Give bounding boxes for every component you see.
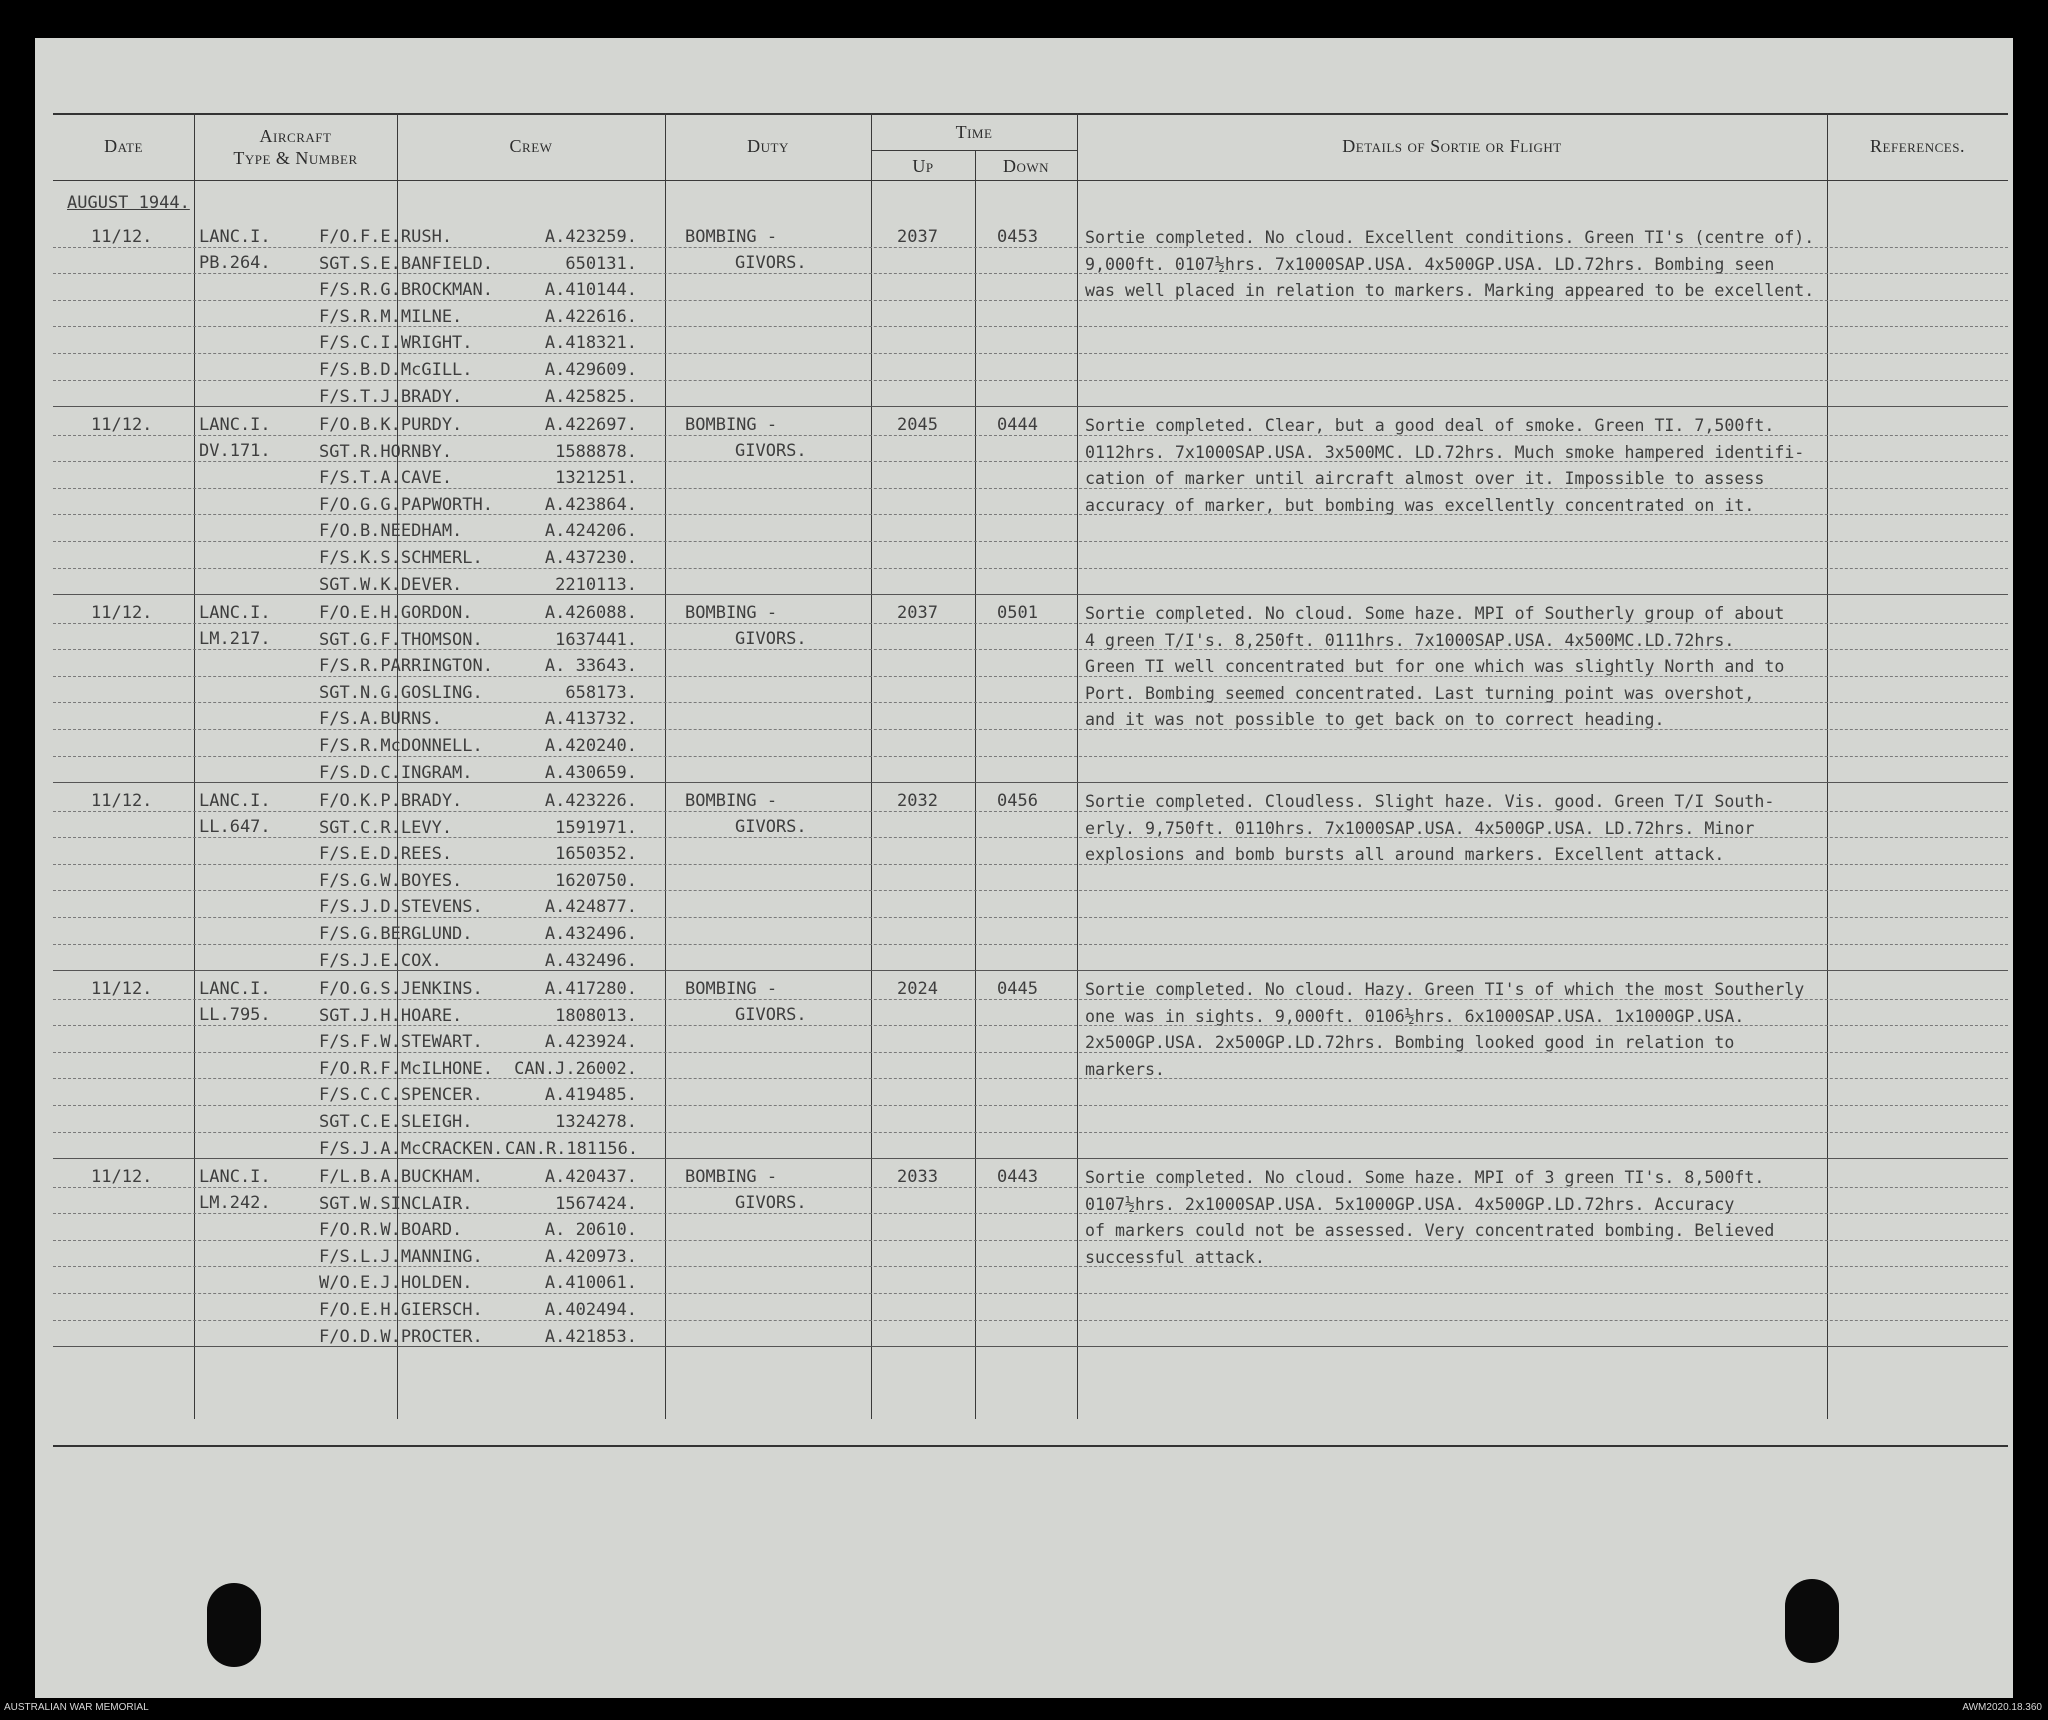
crew-member-name: F/S.G.W.BOYES. [319, 871, 463, 891]
sortie-details-line: successful attack. [1085, 1248, 1265, 1267]
crew-member-name: F/S.C.C.SPENCER. [319, 1085, 483, 1105]
crew-member-number: A.420240. [544, 736, 637, 756]
crew-member-number: 1324278. [555, 1112, 637, 1132]
aircraft-type-number: LANC.I. [199, 1167, 271, 1187]
duty-line: GIVORS. [735, 629, 807, 649]
duty-line: BOMBING - [685, 415, 778, 435]
sortie-details-line: Sortie completed. No cloud. Excellent conditions. Green TI's (centre of). [1085, 228, 1815, 247]
crew-member-name: F/O.R.F.McILHONE. [319, 1059, 493, 1079]
crew-member-name: F/S.K.S.SCHMERL. [319, 548, 483, 568]
sortie-details-line: explosions and bomb bursts all around markers. Excellent attack. [1085, 845, 1725, 864]
crew-member-name: F/S.T.A.CAVE. [319, 468, 453, 488]
archive-credit: AUSTRALIAN WAR MEMORIAL [4, 1702, 149, 1713]
crew-member-name: F/O.K.P.BRADY. [319, 791, 463, 811]
aircraft-type-number: LANC.I. [199, 227, 271, 247]
column-rule [194, 113, 195, 1419]
crew-member-name: SGT.W.K.DEVER. [319, 575, 463, 595]
crew-member-name: F/S.R.McDONNELL. [319, 736, 483, 756]
sortie-details-line: Sortie completed. No cloud. Some haze. MPI of Southerly group of about [1085, 604, 1785, 623]
time-up: 2032 [897, 791, 938, 811]
sortie-date: 11/12. [91, 791, 153, 811]
duty-line: BOMBING - [685, 979, 778, 999]
crew-member-name: F/S.E.D.REES. [319, 844, 453, 864]
crew-member-number: A.423259. [544, 227, 637, 247]
crew-member-number: 1620750. [555, 871, 637, 891]
crew-member-number: 650131. [565, 254, 637, 274]
crew-member-name: F/S.J.E.COX. [319, 951, 442, 971]
aircraft-type-number: LM.217. [199, 629, 271, 649]
sortie-details-line: 9,000ft. 0107½hrs. 7x1000SAP.USA. 4x500GP.USA. LD.72hrs. Bombing seen [1085, 255, 1775, 274]
header-details: Details of Sortie or Flight [1342, 136, 1562, 156]
aircraft-type-number: LL.647. [199, 817, 271, 837]
duty-line: BOMBING - [685, 227, 778, 247]
sortie-details-line: markers. [1085, 1060, 1165, 1079]
duty-line: GIVORS. [735, 1193, 807, 1213]
crew-member-name: F/O.G.S.JENKINS. [319, 979, 483, 999]
crew-member-name: F/S.A.BURNS. [319, 709, 442, 729]
time-up: 2037 [897, 227, 938, 247]
crew-member-name: F/S.J.D.STEVENS. [319, 897, 483, 917]
aircraft-type-number: PB.264. [199, 253, 271, 273]
crew-member-name: F/S.D.C.INGRAM. [319, 763, 473, 783]
crew-member-name: F/S.B.D.McGILL. [319, 360, 473, 380]
crew-member-number: A.432496. [544, 951, 637, 971]
crew-member-number: CAN.R.181156. [505, 1139, 639, 1159]
duty-line: GIVORS. [735, 441, 807, 461]
sortie-details-line: Sortie completed. Cloudless. Slight haze. Vis. good. Green T/I South- [1085, 792, 1775, 811]
sortie-date: 11/12. [91, 603, 153, 623]
column-rule [871, 113, 872, 1419]
sortie-details-line: was well placed in relation to markers. Marking appeared to be excellent. [1085, 281, 1815, 300]
crew-member-number: A.410144. [544, 280, 637, 300]
column-rule [1077, 113, 1078, 1419]
crew-member-name: F/S.F.W.STEWART. [319, 1032, 483, 1052]
time-down: 0501 [997, 603, 1038, 623]
aircraft-type-number: LANC.I. [199, 415, 271, 435]
sortie-details-line: Port. Bombing seemed concentrated. Last turning point was overshot, [1085, 684, 1755, 703]
crew-member-number: 1321251. [555, 468, 637, 488]
crew-member-number: A.430659. [544, 763, 637, 783]
crew-member-number: A.422697. [544, 415, 637, 435]
crew-member-name: F/S.R.G.BROCKMAN. [319, 280, 493, 300]
crew-member-number: 1637441. [555, 630, 637, 650]
sortie-date: 11/12. [91, 415, 153, 435]
crew-member-name: SGT.G.F.THOMSON. [319, 630, 483, 650]
column-rule [1827, 113, 1828, 1419]
crew-member-name: F/S.R.PARRINGTON. [319, 656, 493, 676]
sortie-details-line: accuracy of marker, but bombing was excellently concentrated on it. [1085, 496, 1755, 515]
crew-member-name: F/O.B.NEEDHAM. [319, 521, 463, 541]
sortie-details-line: Sortie completed. No cloud. Some haze. MPI of 3 green TI's. 8,500ft. [1085, 1168, 1765, 1187]
sortie-details-line: and it was not possible to get back on to correct heading. [1085, 710, 1665, 729]
crew-member-number: A.424877. [544, 897, 637, 917]
crew-member-number: A.424206. [544, 521, 637, 541]
aircraft-type-number: LANC.I. [199, 791, 271, 811]
archive-reference: AWM2020.18.360 [1962, 1702, 2042, 1713]
time-down: 0445 [997, 979, 1038, 999]
duty-line: GIVORS. [735, 253, 807, 273]
crew-member-name: F/S.L.J.MANNING. [319, 1247, 483, 1267]
crew-member-number: A.423924. [544, 1032, 637, 1052]
sortie-details-line: Sortie completed. No cloud. Hazy. Green TI's of which the most Southerly [1085, 980, 1805, 999]
crew-member-name: F/S.R.M.MILNE. [319, 307, 463, 327]
crew-member-number: A.437230. [544, 548, 637, 568]
crew-member-number: A.402494. [544, 1300, 637, 1320]
header-aircraft-line1: Aircraft [259, 126, 332, 146]
time-down: 0443 [997, 1167, 1038, 1187]
header-date: Date [104, 136, 143, 156]
crew-member-name: F/L.B.A.BUCKHAM. [319, 1167, 483, 1187]
crew-member-name: F/O.G.G.PAPWORTH. [319, 495, 493, 515]
crew-member-name: SGT.R.HORNBY. [319, 442, 453, 462]
header-references: References. [1870, 136, 1965, 156]
sortie-details-line: 2x500GP.USA. 2x500GP.LD.72hrs. Bombing looked good in relation to [1085, 1033, 1735, 1052]
crew-member-number: 2210113. [555, 575, 637, 595]
sortie-date: 11/12. [91, 1167, 153, 1187]
aircraft-type-number: LANC.I. [199, 603, 271, 623]
sortie-date: 11/12. [91, 979, 153, 999]
crew-member-number: A.420437. [544, 1167, 637, 1187]
crew-member-name: SGT.C.R.LEVY. [319, 818, 453, 838]
crew-member-name: F/S.C.I.WRIGHT. [319, 333, 473, 353]
crew-member-name: F/S.G.BERGLUND. [319, 924, 473, 944]
crew-member-number: A.410061. [544, 1273, 637, 1293]
crew-member-number: 1588878. [555, 442, 637, 462]
log-sheet [35, 38, 2013, 1698]
sortie-details-line: one was in sights. 9,000ft. 0106½hrs. 6x1000SAP.USA. 1x1000GP.USA. [1085, 1007, 1745, 1026]
crew-member-number: 1591971. [555, 818, 637, 838]
crew-member-name: SGT.S.E.BANFIELD. [319, 254, 493, 274]
table-top-rule [53, 113, 2008, 115]
crew-member-name: SGT.C.E.SLEIGH. [319, 1112, 473, 1132]
crew-member-name: F/O.D.W.PROCTER. [319, 1327, 483, 1347]
header-crew: Crew [509, 136, 553, 156]
column-rule [975, 150, 976, 1419]
crew-member-number: A. 20610. [544, 1220, 637, 1240]
crew-member-number: A.429609. [544, 360, 637, 380]
crew-member-number: A. 33643. [544, 656, 637, 676]
crew-member-name: F/O.F.E.RUSH. [319, 227, 453, 247]
sortie-details-line: 0107½hrs. 2x1000SAP.USA. 5x1000GP.USA. 4x500GP.LD.72hrs. Accuracy [1085, 1195, 1735, 1214]
crew-member-number: A.423226. [544, 791, 637, 811]
crew-member-number: A.421853. [544, 1327, 637, 1347]
time-up: 2024 [897, 979, 938, 999]
sortie-details-line: 4 green T/I's. 8,250ft. 0111hrs. 7x1000SAP.USA. 4x500MC.LD.72hrs. [1085, 631, 1735, 650]
crew-member-name: F/O.B.K.PURDY. [319, 415, 463, 435]
crew-member-name: F/S.J.A.McCRACKEN. [319, 1139, 504, 1159]
crew-member-number: A.423864. [544, 495, 637, 515]
crew-member-name: F/S.T.J.BRADY. [319, 387, 463, 407]
sortie-details-line: 0112hrs. 7x1000SAP.USA. 3x500MC. LD.72hrs. Much smoke hampered identifi- [1085, 443, 1805, 462]
duty-line: GIVORS. [735, 817, 807, 837]
crew-member-number: A.413732. [544, 709, 637, 729]
sortie-details-line: of markers could not be assessed. Very concentrated bombing. Believed [1085, 1221, 1775, 1240]
crew-member-name: F/O.E.H.GIERSCH. [319, 1300, 483, 1320]
crew-member-number: 1567424. [555, 1194, 637, 1214]
crew-member-number: A.422616. [544, 307, 637, 327]
duty-line: BOMBING - [685, 603, 778, 623]
header-down: Down [1002, 156, 1050, 176]
header-aircraft-line2: Type & Number [233, 148, 358, 168]
crew-member-number: 1808013. [555, 1006, 637, 1026]
duty-line: BOMBING - [685, 1167, 778, 1187]
column-rule [665, 113, 666, 1419]
crew-member-name: SGT.N.G.GOSLING. [319, 683, 483, 703]
crew-member-number: A.432496. [544, 924, 637, 944]
crew-member-number: A.417280. [544, 979, 637, 999]
time-down: 0444 [997, 415, 1038, 435]
crew-member-number: 658173. [565, 683, 637, 703]
crew-member-number: CAN.J.26002. [514, 1059, 637, 1079]
header-time: Time [955, 122, 993, 142]
crew-member-name: F/O.R.W.BOARD. [319, 1220, 463, 1240]
header-duty: Duty [747, 136, 789, 156]
aircraft-type-number: LM.242. [199, 1193, 271, 1213]
duty-line: GIVORS. [735, 1005, 807, 1025]
time-up: 2045 [897, 415, 938, 435]
crew-member-name: SGT.W.SINCLAIR. [319, 1194, 473, 1214]
binder-hole-left [207, 1583, 261, 1667]
time-subheader-rule [871, 150, 1077, 151]
time-down: 0456 [997, 791, 1038, 811]
binder-hole-right [1785, 1579, 1839, 1663]
sortie-details-line: erly. 9,750ft. 0110hrs. 7x1000SAP.USA. 4x500GP.USA. LD.72hrs. Minor [1085, 819, 1755, 838]
header-up: Up [912, 156, 934, 176]
sortie-details-line: cation of marker until aircraft almost over it. Impossible to assess [1085, 469, 1765, 488]
sortie-date: 11/12. [91, 227, 153, 247]
crew-member-number: A.418321. [544, 333, 637, 353]
crew-member-name: SGT.J.H.HOARE. [319, 1006, 463, 1026]
time-up: 2033 [897, 1167, 938, 1187]
crew-member-number: A.420973. [544, 1247, 637, 1267]
crew-member-name: F/O.E.H.GORDON. [319, 603, 473, 623]
time-up: 2037 [897, 603, 938, 623]
crew-member-number: 1650352. [555, 844, 637, 864]
month-label: AUGUST 1944. [67, 193, 190, 213]
aircraft-type-number: LANC.I. [199, 979, 271, 999]
table-bottom-rule [53, 1445, 2008, 1447]
aircraft-type-number: LL.795. [199, 1005, 271, 1025]
crew-member-name: W/O.E.J.HOLDEN. [319, 1273, 473, 1293]
crew-member-number: A.426088. [544, 603, 637, 623]
aircraft-type-number: DV.171. [199, 441, 271, 461]
header-bottom-rule [53, 180, 2008, 181]
crew-member-number: A.419485. [544, 1085, 637, 1105]
duty-line: BOMBING - [685, 791, 778, 811]
sortie-details-line: Green TI well concentrated but for one which was slightly North and to [1085, 657, 1785, 676]
crew-member-number: A.425825. [544, 387, 637, 407]
time-down: 0453 [997, 227, 1038, 247]
sortie-details-line: Sortie completed. Clear, but a good deal of smoke. Green TI. 7,500ft. [1085, 416, 1775, 435]
